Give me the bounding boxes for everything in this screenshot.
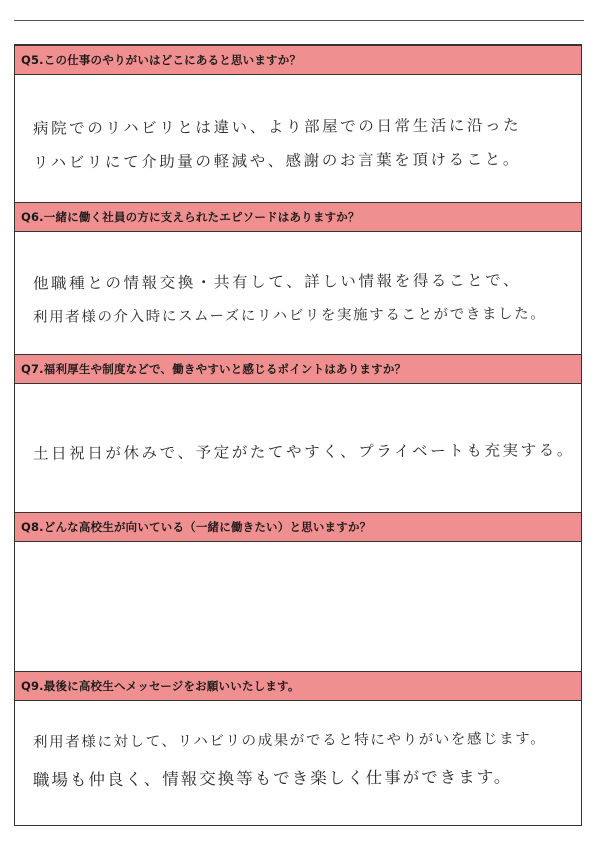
question-9-label: Q9.最後に高校生へメッセージをお願いいたします。 [21, 679, 300, 693]
question-6-label: Q6.一緒に働く社員の方に支えられたエピソードはありますか？ [21, 210, 360, 224]
answer-5-line-1: 病院でのリハビリとは違い、より部屋での日常生活に沿った [32, 116, 522, 138]
question-6-header [15, 202, 581, 232]
question-8-answer [15, 542, 581, 671]
question-6-answer [15, 232, 581, 354]
top-rule [14, 20, 584, 21]
answer-9-line-2: 職場も仲良く、情報交換等もでき楽しく仕事ができます。 [32, 767, 513, 790]
question-5-answer [15, 75, 581, 202]
question-7-answer [15, 384, 581, 512]
question-5-header [15, 45, 581, 75]
answer-6-line-1: 他職種との情報交換・共有して、詳しい情報を得ることで、 [32, 271, 522, 293]
question-9-header [15, 671, 581, 701]
answer-6-line-2: 利用者様の介入時にスムーズにリハビリを実施することができました。 [32, 306, 547, 326]
answer-5-line-2: リハビリにて介助量の軽減や、感謝のお言葉を頂けること。 [32, 150, 522, 172]
answer-9-line-1: 利用者様に対して、リハビリの成果がでると特にやりがいを感じます。 [32, 731, 547, 751]
question-9-answer [15, 701, 581, 825]
interview-form [14, 44, 582, 826]
answer-7-line-1: 土日祝日が休みで、予定がたてやすく、プライベートも充実する。 [32, 441, 575, 463]
question-7-header [15, 354, 581, 384]
question-8-label: Q8.どんな高校生が向いている（一緒に働きたい）と思いますか？ [21, 520, 372, 534]
question-5-label: Q5.この仕事のやりがいはどこにあると思いますか？ [21, 53, 302, 67]
question-7-label: Q7.福利厚生や制度などで、働きやすいと感じるポイントはありますか？ [21, 362, 407, 376]
question-8-header [15, 512, 581, 542]
